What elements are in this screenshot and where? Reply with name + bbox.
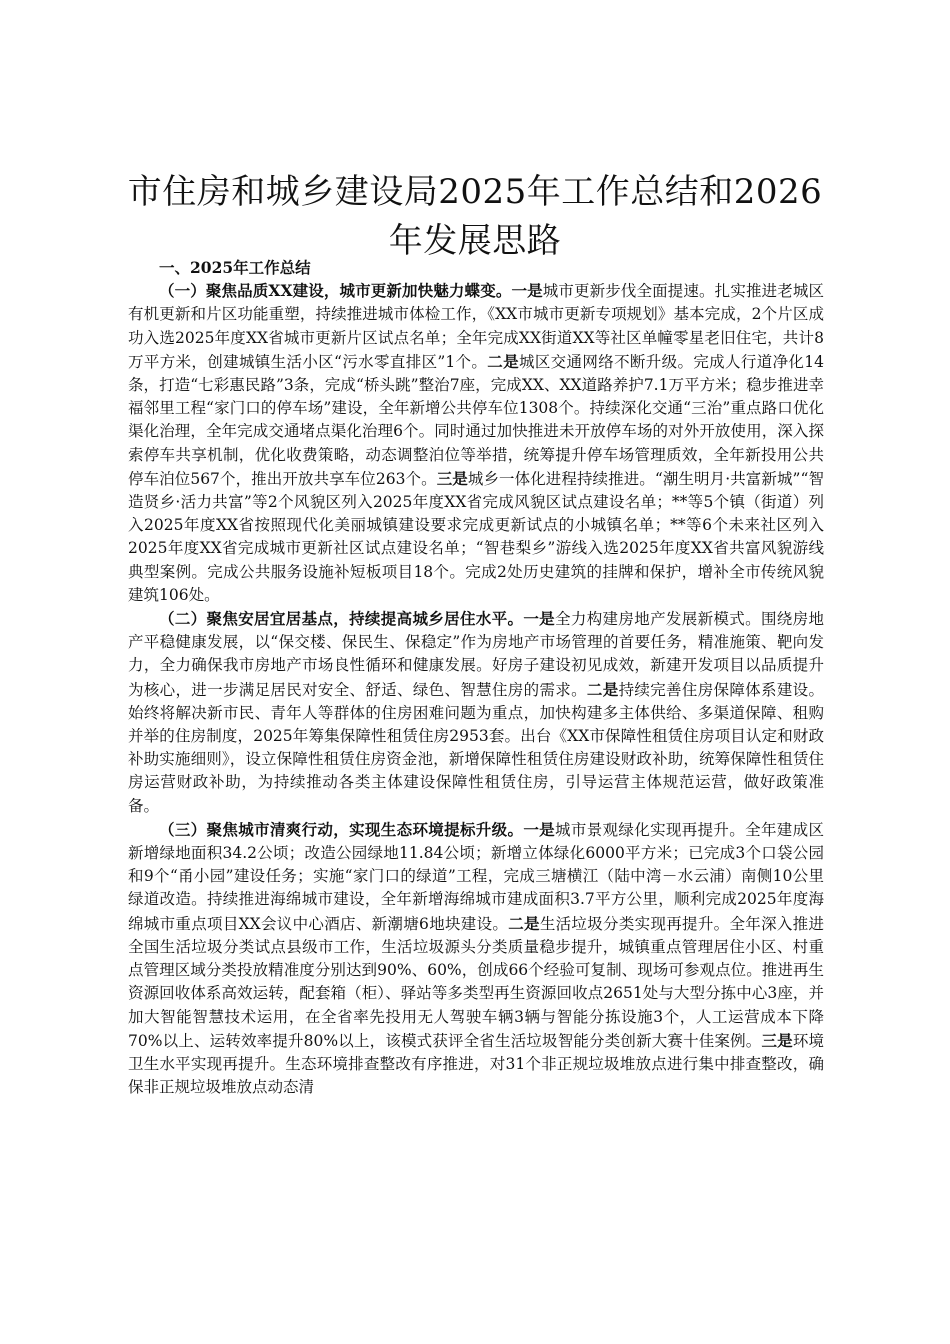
marker-1-2: 二是 <box>487 351 519 371</box>
marker-3-1: 一是 <box>523 819 556 839</box>
marker-3-2: 二是 <box>508 913 540 933</box>
paragraph-2-text-2: 持续完善住房保障体系建设。始终将解决新市民、青年人等群体的住房困难问题为重点，加快构建多主体供给、多渠道保障、租购并举的住房制度，2025年筹集保障性租赁住房2953套。出台《XX市保障性租赁住房项目认定和财政补助实施细则》，设立保障性租赁住房资金池，新增保障性租赁住房建设财政补助，统筹保障性租赁住房运营财政补助，为持续推动各类主体建设保障性租赁住房，引导运营主体规范运营，做好政策准备。 <box>128 680 824 815</box>
document-body <box>128 256 824 1099</box>
paragraph-3-text-2: 生活垃圾分类实现再提升。全年深入推进全国生活垃圾分类试点县级市工作，生活垃圾源头分类质量稳步提升，城镇重点管理居住小区、村重点管理区域分类投放精准度分别达到90%、60%，创成66个经验可复制、现场可参观点位。推进再生资源回收体系高效运转，配套箱（柜）、驿站等多类型再生资源回收点2651处与大型分拣中心3座，并加大智能智慧技术运用，在全省率先投用无人驾驶车辆3辆与智能分拣设施3个，人工运营成本下降70%以上、运转效率提升80%以上，该模式获评全省生活垃圾智能分类创新大赛十佳案例。 <box>128 914 824 1050</box>
paragraph-1-text-3: 城乡一体化进程持续推进。“潮生明月·共富新城”“智造贤乡·活力共富”等2个风貌区列入2025年度XX省完成风貌区试点建设名单；**等5个镇（街道）列入2025年度XX省按照现代化美丽城镇建设要求完成更新试点的小城镇名单；**等6个未来社区列入2025年度XX省完成城市更新社区试点建设名单；“智巷梨乡”游线入选2025年度XX省共富风貌游线典型案例。完成公共服务设施补短板项目18个。完成2处历史建筑的挂牌和保护，增补全市传统风貌建筑106处。 <box>128 469 824 604</box>
title-line-2: 年发展思路 <box>388 221 562 261</box>
paragraph-3 <box>128 818 824 1099</box>
marker-1-3: 三是 <box>436 468 468 488</box>
title-line-1: 市住房和城乡建设局2025年工作总结和2026 <box>127 172 823 212</box>
paragraph-3-text-1: 城市景观绿化实现再提升。全年建成区新增绿地面积34.2公顷；改造公园绿地11.84公顷；新增立体绿化6000平方米；已完成3个口袋公园和9个“甬小园”建设任务；实施“家门口的绿道”工程，完成三塘横江（陆中湾－水云浦）南侧10公里绿道改造。持续推进海绵城市建设，全年新增海绵城市建成面积3.7平方公里，顺利完成2025年度海绵城市重点项目XX会议中心酒店、新潮塘6地块建设。 <box>128 820 824 933</box>
marker-2-1: 一是 <box>523 609 556 629</box>
paragraph-2-lead: （二）聚焦安居宜居基点，持续提高城乡居住水平。 <box>159 609 524 629</box>
paragraph-1-text-2: 城区交通网络不断升级。完成人行道净化14条，打造“七彩惠民路”3条，完成“桥头跳”整治7座，完成XX、XX道路养护7.1万平方米；稳步推进幸福邻里工程“家门口的停车场”建设，全年新增公共停车位1308个。持续深化交通“三治”重点路口优化渠化治理，全年完成交通堵点渠化治理6个。同时通过加快推进未开放停车场的对外开放使用，深入探索停车共享机制，优化收费策略，动态调整泊位等举措，统筹提升停车场管理质效，全年新投用公共停车泊位567个，推出开放共享车位263个。 <box>128 352 824 488</box>
paragraph-3-lead: （三）聚焦城市清爽行动，实现生态环境提标升级。 <box>159 819 524 839</box>
paragraph-2-text-1: 全力构建房地产发展新模式。围绕房地产平稳健康发展，以“保交楼、保民生、保稳定”作为房地产市场管理的首要任务，精准施策、靶向发力，全力确保我市房地产市场良性循环和健康发展。好房子建设初见成效，新建开发项目以品质提升为核心，进一步满足居民对安全、舒适、绿色、智慧住房的需求。 <box>128 610 824 699</box>
document-title <box>118 168 832 266</box>
marker-2-2: 二是 <box>586 679 619 699</box>
paragraph-1-text-1: 城市更新步伐全面提速。扎实推进老城区有机更新和片区功能重塑，持续推进城市体检工作，《XX市城市更新专项规划》基本完成，2个片区成功入选2025年度XX省城市更新片区试点名单；全年完成XX街道XX等社区单幢零星老旧住宅，共计8万平方米，创建城镇生活小区“污水零直排区”1个。 <box>128 282 824 371</box>
paragraph-1 <box>128 279 824 607</box>
paragraph-3-text-3: 环境卫生水平实现再提升。生态环境排查整改有序推进，对31个非正规垃圾堆放点进行集中排查整改，确保非正规垃圾堆放点动态清 <box>128 1031 824 1097</box>
paragraph-2 <box>128 607 824 818</box>
section-heading: 一、2025年工作总结 <box>159 258 311 277</box>
marker-3-3: 三是 <box>761 1030 793 1050</box>
paragraph-1-lead: （一）聚焦品质XX建设，城市更新加快魅力蝶变。 <box>159 281 512 301</box>
marker-1-1: 一是 <box>511 281 543 301</box>
